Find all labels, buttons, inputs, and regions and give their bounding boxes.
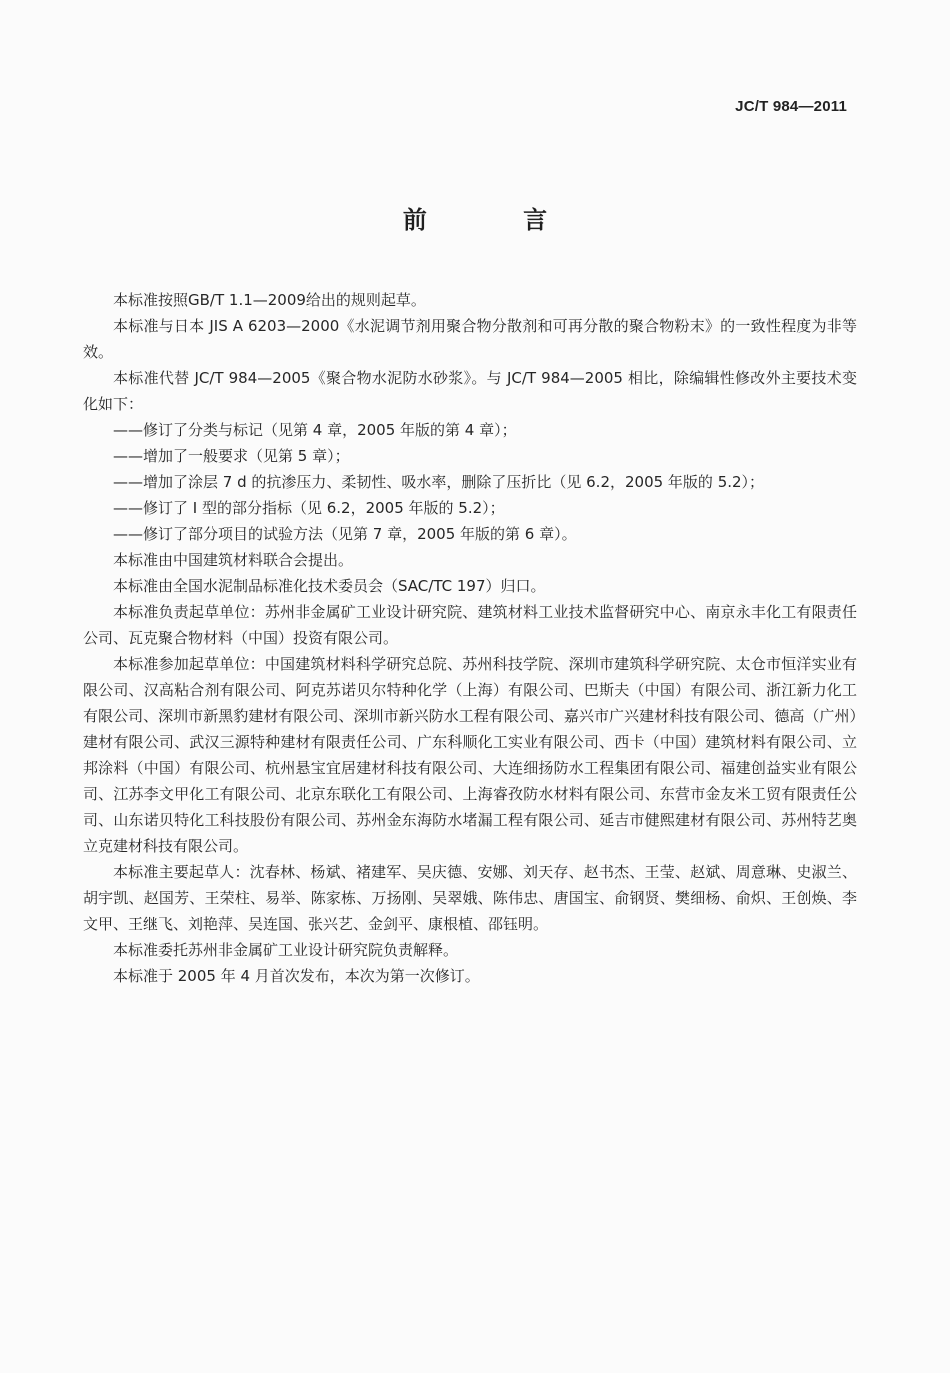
page-title: 前 言: [402, 206, 592, 234]
list-item: ——修订了 I 型的部分指标（见 6.2，2005 年版的 5.2）；: [113, 499, 505, 517]
paragraph-release-history: 本标准于 2005 年 4 月首次发布，本次为第一次修订。: [113, 967, 480, 985]
list-item: ——增加了一般要求（见第 5 章）；: [113, 447, 350, 465]
paragraph-committee: 本标准由全国水泥制品标准化技术委员会（SAC/TC 197）归口。: [113, 577, 546, 595]
list-item: ——增加了涂层 7 d 的抗渗压力、柔韧性、吸水率，删除了压折比（见 6.2，2005 年版的 5.2）；: [113, 473, 765, 491]
standard-code: JC/T 984—2011: [735, 98, 847, 115]
foreword-body: [83, 287, 857, 989]
paragraph-interpretation: 本标准委托苏州非金属矿工业设计研究院负责解释。: [113, 941, 459, 959]
paragraph-participating-drafters: 本标准参加起草单位：中国建筑材料科学研究总院、苏州科技学院、深圳市建筑科学研究院、太仓市恒洋实业有限公司、汉高粘合剂有限公司、阿克苏诺贝尔特种化学（上海）有限公司、巴斯夫（中国）有限公司、浙江新力化工有限公司、深圳市新黑豹建材有限公司、深圳市新兴防水工程有限公司、嘉兴市广兴建材科技有限公司、德高（广州）建材有限公司、武汉三源特种建材有限责任公司、广东科顺化工实业有限公司、西卡（中国）建筑材料有限公司、立邦涂料（中国）有限公司、杭州悬宝宜居建材科技有限公司、大连细扬防水工程集团有限公司、福建创益实业有限公司、江苏李文甲化工有限公司、北京东联化工有限公司、上海睿孜防水材料有限公司、东营市金友米工贸有限责任公司、山东诺贝特化工科技股份有限公司、苏州金东海防水堵漏工程有限公司、延吉市健熙建材有限公司、苏州特艺奥立克建材科技有限公司。: [83, 655, 857, 855]
list-item: ——修订了分类与标记（见第 4 章，2005 年版的第 4 章）；: [113, 421, 517, 439]
paragraph-main-authors: 本标准主要起草人：沈春林、杨斌、褚建军、吴庆德、安娜、刘天存、赵书杰、王莹、赵斌、周意琳、史淑兰、胡宇凯、赵国芳、王荣柱、易举、陈家栋、万扬刚、吴翠娥、陈伟忠、唐国宝、俞钢贤、樊细杨、俞炽、王创焕、李文甲、王继飞、刘艳萍、吴连国、张兴艺、金剑平、康根植、邵钰明。: [83, 863, 857, 933]
paragraph-proposer: 本标准由中国建筑材料联合会提出。: [113, 551, 354, 569]
paragraph-consistency: 本标准与日本 JIS A 6203—2000《水泥调节剂用聚合物分散剂和可再分散的聚合物粉末》的一致性程度为非等效。: [83, 317, 857, 361]
list-item: ——修订了部分项目的试验方法（见第 7 章，2005 年版的第 6 章）。: [113, 525, 577, 543]
paragraph-replacement: 本标准代替 JC/T 984—2005《聚合物水泥防水砂浆》。与 JC/T 984—2005 相比，除编辑性修改外主要技术变化如下：: [83, 369, 857, 413]
paragraph-drafting-rules: 本标准按照GB/T 1.1—2009给出的规则起草。: [113, 291, 426, 309]
paragraph-lead-drafters: 本标准负责起草单位：苏州非金属矿工业设计研究院、建筑材料工业技术监督研究中心、南京永丰化工有限责任公司、瓦克聚合物材料（中国）投资有限公司。: [83, 603, 857, 647]
